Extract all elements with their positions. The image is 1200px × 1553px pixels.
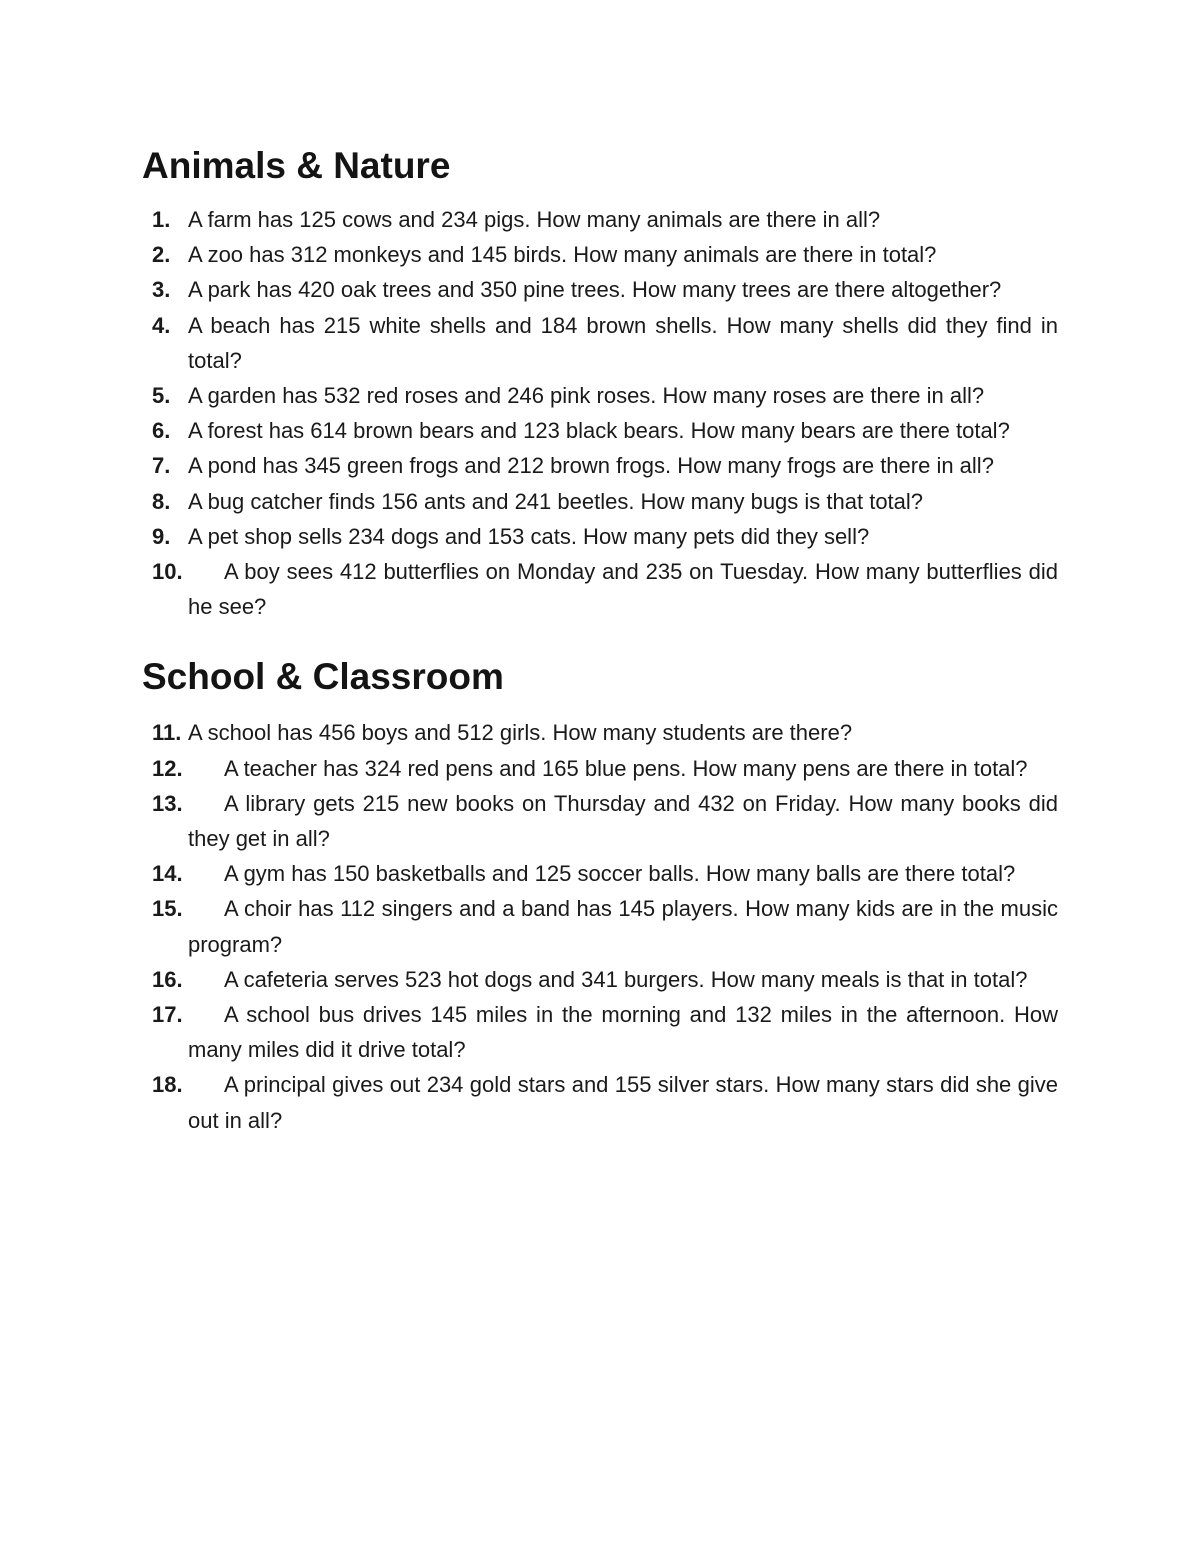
problem-item: [142, 997, 1058, 1067]
section-animals-nature: [142, 140, 1058, 624]
problem-item: [142, 751, 1058, 786]
problem-item: [142, 202, 1058, 237]
problem-number: 13.: [152, 790, 183, 816]
problem-list: [142, 715, 1058, 1137]
problem-number: 14.: [152, 861, 183, 887]
problem-number: 8.: [152, 488, 171, 514]
problem-item: [142, 448, 1058, 483]
problem-number: 5.: [152, 383, 171, 409]
problem-item: [142, 272, 1058, 307]
problem-item: [142, 237, 1058, 272]
problem-item: [142, 554, 1058, 624]
problem-number: 18.: [152, 1072, 183, 1098]
problem-item: [142, 962, 1058, 997]
problem-item: [142, 891, 1058, 961]
problem-text: A farm has 125 cows and 234 pigs. How many animals are there in all?: [188, 207, 881, 232]
problem-text: A teacher has 324 red pens and 165 blue pens. How many pens are there in total?: [224, 755, 1028, 781]
problem-text: A gym has 150 basketballs and 125 soccer balls. How many balls are there total?: [224, 861, 1016, 887]
problem-number: 11.: [152, 720, 182, 746]
problem-text: A garden has 532 red roses and 246 pink roses. How many roses are there in all?: [188, 383, 985, 409]
problem-item: [142, 856, 1058, 891]
problem-number: 3.: [152, 277, 171, 303]
problem-number: 9.: [152, 523, 171, 549]
problem-text: A pond has 345 green frogs and 212 brown frogs. How many frogs are there in all?: [188, 453, 994, 479]
problem-number: 10.: [152, 559, 183, 585]
section-title: School & Classroom: [142, 656, 504, 698]
problem-text: A forest has 614 brown bears and 123 black bears. How many bears are there total?: [188, 418, 1010, 444]
problem-text: A principal gives out 234 gold stars and 155 silver stars. How many stars did she give out in all?: [188, 1072, 1058, 1133]
section-school-classroom: [142, 651, 1058, 1137]
problem-text: A boy sees 412 butterflies on Monday and 235 on Tuesday. How many butterflies did he see?: [188, 559, 1058, 620]
problem-item: [142, 484, 1058, 519]
problem-number: 17.: [152, 1002, 183, 1028]
problem-text: A pet shop sells 234 dogs and 153 cats. How many pets did they sell?: [188, 523, 870, 549]
problem-text: A park has 420 oak trees and 350 pine trees. How many trees are there altogether?: [188, 277, 1002, 303]
problem-number: 12.: [152, 755, 183, 781]
problem-number: 7.: [152, 453, 171, 479]
problem-number: 15.: [152, 896, 183, 922]
problem-text: A school has 456 boys and 512 girls. How many students are there?: [188, 720, 853, 746]
problem-text: A cafeteria serves 523 hot dogs and 341 burgers. How many meals is that in total?: [224, 966, 1028, 992]
problem-text: A beach has 215 white shells and 184 brown shells. How many shells did they find in total?: [188, 312, 1058, 373]
problem-item: [142, 378, 1058, 413]
problem-number: 4.: [152, 312, 171, 338]
problem-item: [142, 308, 1058, 378]
section-title: Animals & Nature: [142, 145, 451, 186]
problem-number: 2.: [152, 242, 171, 268]
problem-text: A bug catcher finds 156 ants and 241 beetles. How many bugs is that total?: [188, 488, 924, 514]
worksheet-page: [142, 140, 1058, 1138]
problem-item: [142, 715, 1058, 750]
problem-text: A choir has 112 singers and a band has 145 players. How many kids are in the music program?: [188, 896, 1058, 957]
problem-text: A school bus drives 145 miles in the morning and 132 miles in the afternoon. How many miles did it drive total?: [188, 1002, 1058, 1063]
problem-list: [142, 202, 1058, 624]
problem-text: A library gets 215 new books on Thursday and 432 on Friday. How many books did they get in all?: [188, 790, 1058, 852]
problem-number: 6.: [152, 418, 171, 444]
problem-item: [142, 519, 1058, 554]
problem-item: [142, 413, 1058, 448]
problem-number: 1.: [152, 207, 171, 232]
problem-text: A zoo has 312 monkeys and 145 birds. How many animals are there in total?: [188, 242, 937, 268]
problem-item: [142, 1067, 1058, 1137]
problem-item: [142, 786, 1058, 856]
problem-number: 16.: [152, 966, 183, 992]
